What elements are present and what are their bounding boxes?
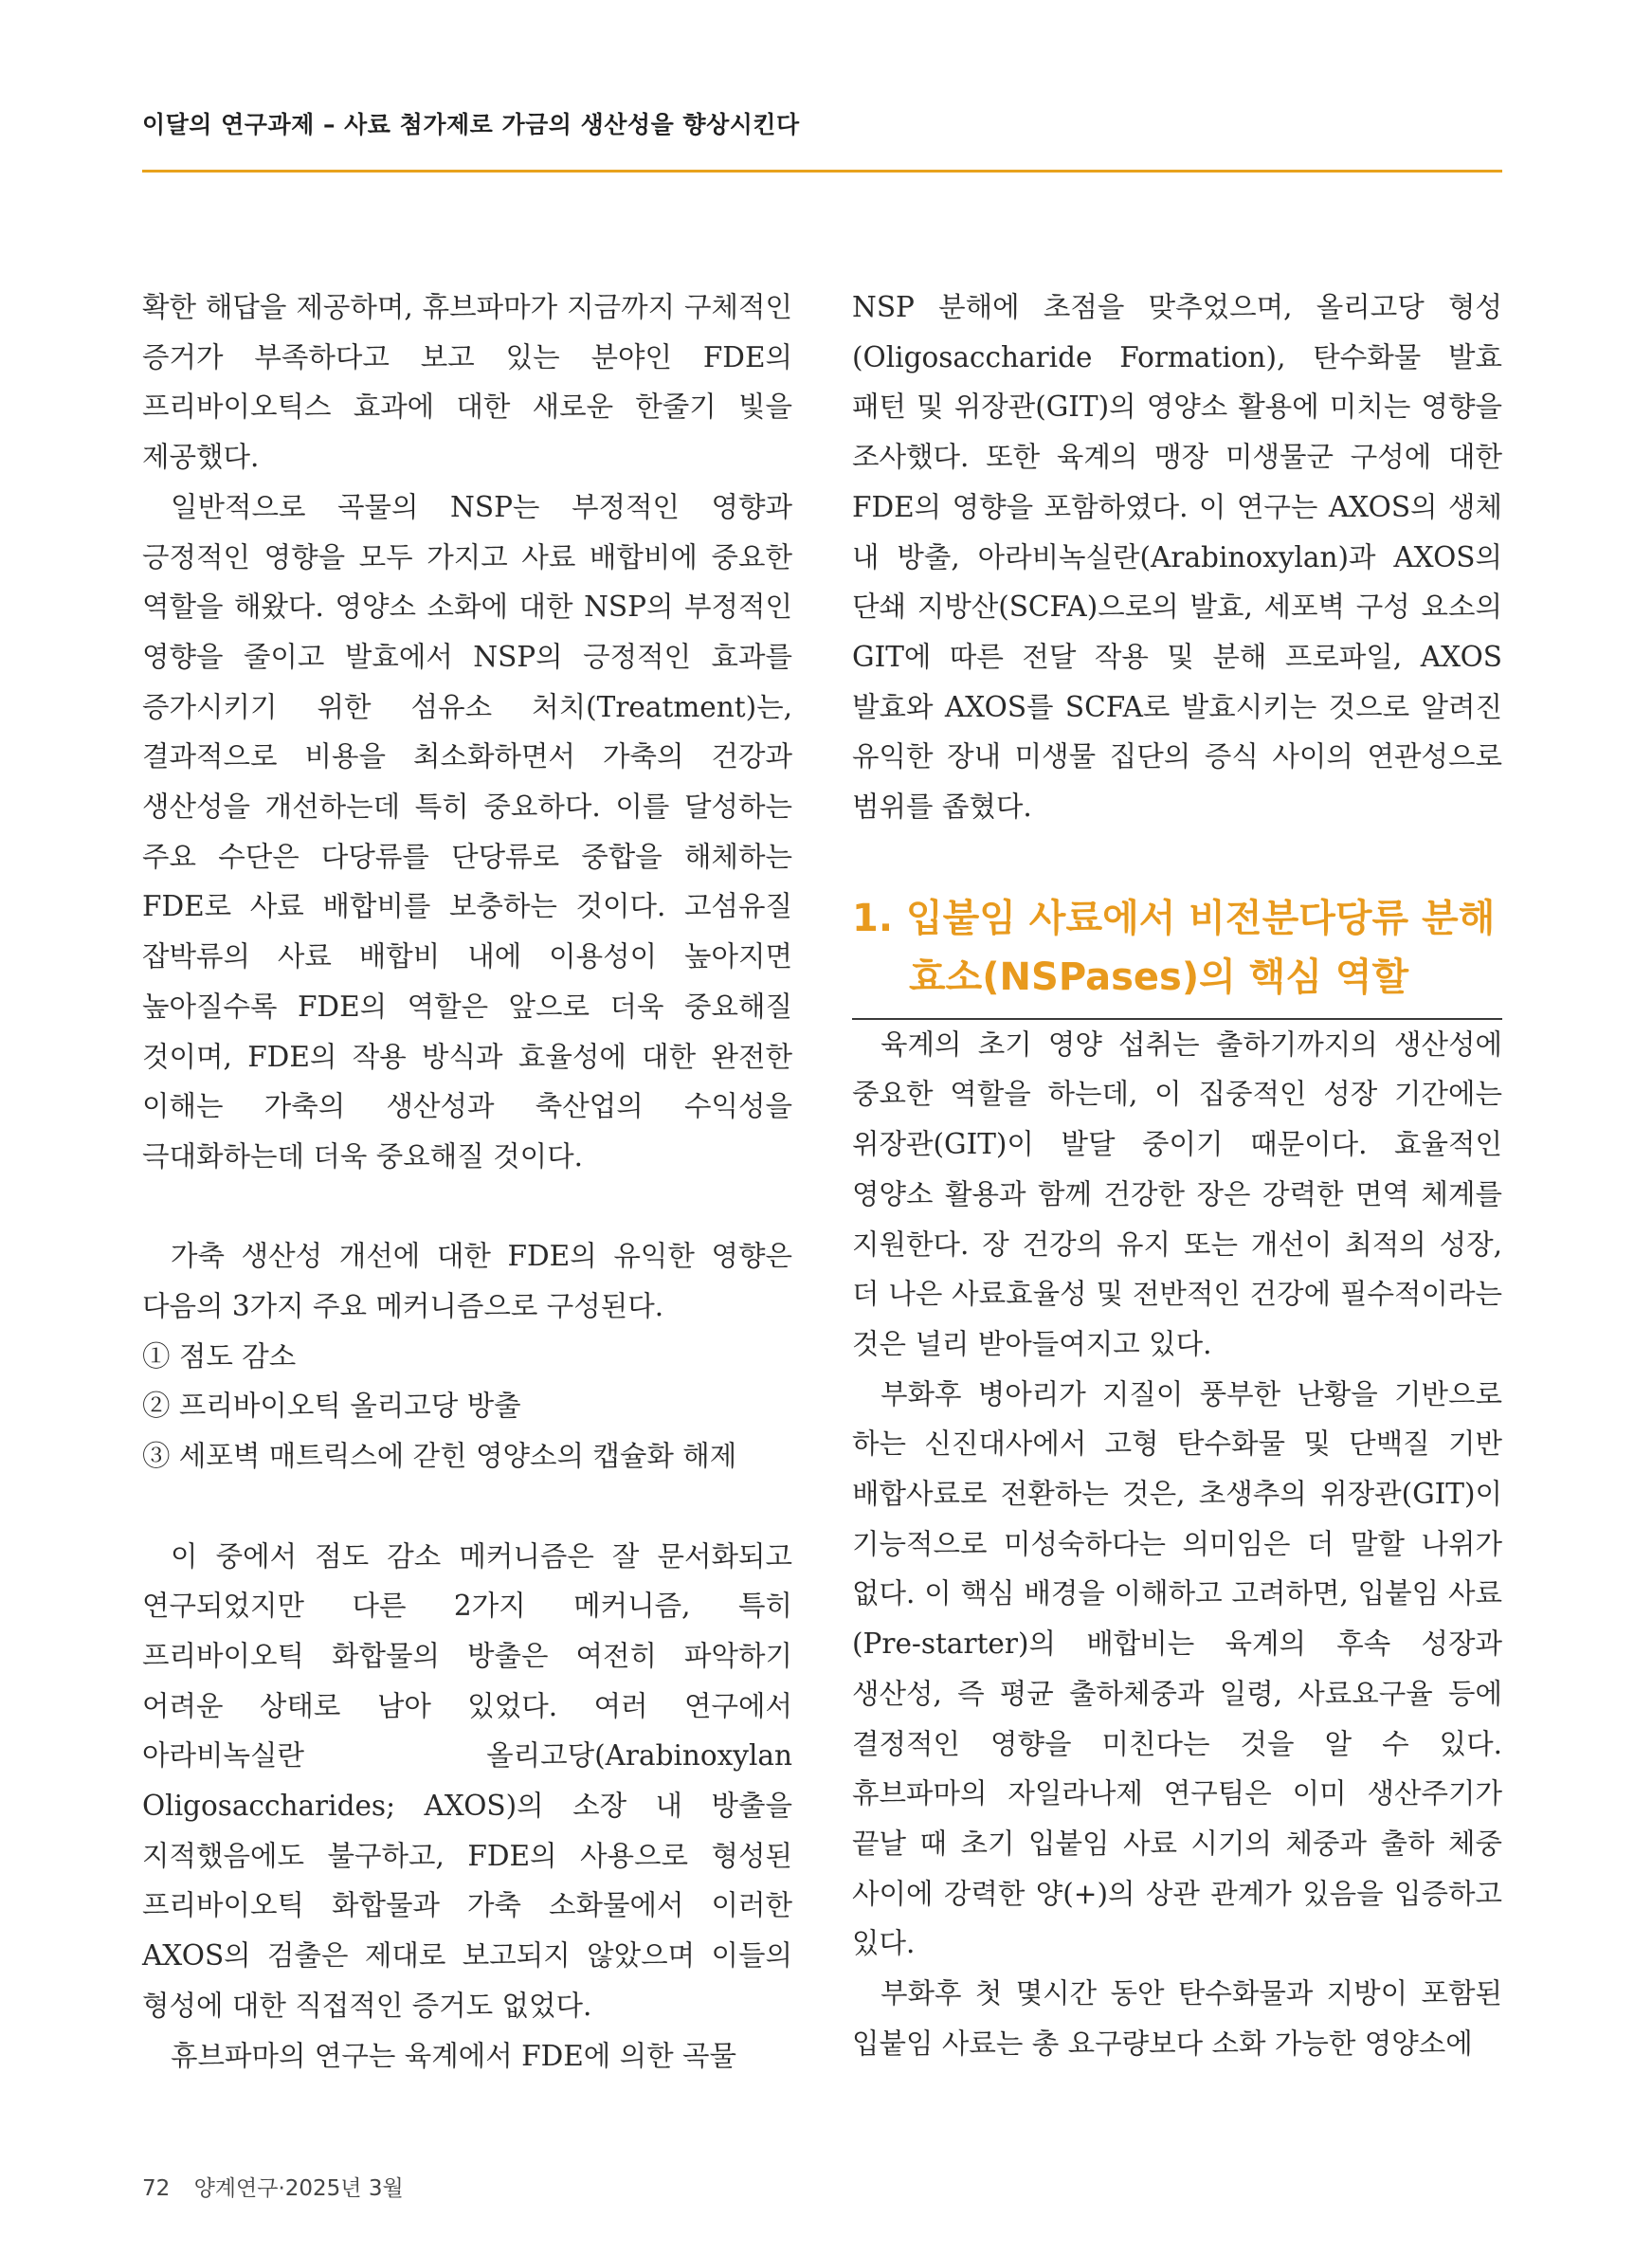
right-paragraph-2: 육계의 초기 영양 섭취는 출하기까지의 생산성에 중요한 역할을 하는데, 이 집중적인 성장 기간에는 위장관(GIT)이 발달 중이기 때문이다. 효율적인 영양소 활용과 함께 건강한 장은 강력한 면역 체계를 지원한다. 장 건강의 유지 또는 개선이 최적의 성장, 더 나은 사료효율성 및 전반적인 건강에 필수적이라는 것은 널리 받아들여지고 있다.: [852, 1027, 1502, 1360]
publication-info: 양계연구·2025년 3월: [193, 2176, 404, 2201]
section-heading: 1. 입붙임 사료에서 비전분다당류 분해 효소(NSPases)의 핵심 역할: [852, 889, 1502, 1020]
left-paragraph-5: 휴브파마의 연구는 육계에서 FDE에 의한 곡물: [171, 2039, 736, 2072]
header-rule: [142, 170, 1502, 173]
page-footer: [142, 2171, 404, 2202]
left-paragraph-4: 이 중에서 점도 감소 메커니즘은 잘 문서화되고 연구되었지만 다른 2가지 메커니즘, 특히 프리바이오틱 화합물의 방출은 여전히 파악하기 어려운 상태로 남아 있었다. 여러 연구에서 아라비녹실란 올리고당(Arabinoxylan Oligosaccharides; AXOS)의 소장 내 방출을 지적했음에도 불구하고, FDE의 사용으로 형성된 프리바이오틱 화합물과 가축 소화물에서 이러한 AXOS의 검출은 제대로 보고되지 않았으며 이들의 형성에 대한 직접적인 증거도 없었다.: [142, 1539, 792, 2022]
left-paragraph-3: 가축 생산성 개선에 대한 FDE의 유익한 영향은 다음의 3가지 주요 메커니즘으로 구성된다.: [142, 1240, 792, 1323]
right-column: [852, 282, 1502, 2069]
right-paragraph-1: NSP 분해에 초점을 맞추었으며, 올리고당 형성(Oligosaccharide Formation), 탄수화물 발효 패턴 및 위장관(GIT)의 영양소 활용에 미치는 영향을 조사했다. 또한 육계의 맹장 미생물군 구성에 대한 FDE의 영향을 포함하였다. 이 연구는 AXOS의 생체 내 방출, 아라비녹실란(Arabinoxylan)과 AXOS의 단쇄 지방산(SCFA)으로의 발효, 세포벽 구성 요소의 GIT에 따른 전달 작용 및 분해 프로파일, AXOS 발효와 AXOS를 SCFA로 발효시키는 것으로 알려진 유익한 장내 미생물 집단의 증식 사이의 연관성으로 범위를 좁혔다.: [852, 291, 1502, 824]
page-number: 72: [142, 2176, 171, 2201]
right-paragraph-3: 부화후 병아리가 지질이 풍부한 난황을 기반으로 하는 신진대사에서 고형 탄수화물 및 단백질 기반 배합사료로 전환하는 것은, 초생추의 위장관(GIT)이 기능적으로 미성숙하다는 의미임은 더 말할 나위가 없다. 이 핵심 배경을 이해하고 고려하면, 입붙임 사료(Pre-starter)의 배합비는 육계의 후속 성장과 생산성, 즉 평균 출하체중과 일령, 사료요구율 등에 결정적인 영향을 미친다는 것을 알 수 있다. 휴브파마의 자일라나제 연구팀은 이미 생산주기가 끝날 때 초기 입붙임 사료 시기의 체중과 출하 체중 사이에 강력한 양(+)의 상관 관계가 있음을 입증하고 있다.: [852, 1377, 1502, 1960]
left-paragraph-1: 확한 해답을 제공하며, 휴브파마가 지금까지 구체적인 증거가 부족하다고 보고 있는 분야인 FDE의 프리바이오틱스 효과에 대한 새로운 한줄기 빛을 제공했다.: [142, 291, 792, 474]
mechanism-list-item: ① 점도 감소: [142, 1339, 297, 1373]
running-header: 이달의 연구과제 – 사료 첨가제로 가금의 생산성을 향상시킨다: [142, 111, 800, 138]
right-paragraph-4: 부화후 첫 몇시간 동안 탄수화물과 지방이 포함된 입붙임 사료는 총 요구량보다 소화 가능한 영양소에: [852, 1977, 1502, 2060]
mechanism-list-item: ② 프리바이오틱 올리고당 방출: [142, 1390, 521, 1423]
left-paragraph-2: 일반적으로 곡물의 NSP는 부정적인 영향과 긍정적인 영향을 모두 가지고 사료 배합비에 중요한 역할을 해왔다. 영양소 소화에 대한 NSP의 부정적인 영향을 줄이고 발효에서 NSP의 긍정적인 효과를 증가시키기 위한 섬유소 처치(Treatment)는, 결과적으로 비용을 최소화하면서 가축의 건강과 생산성을 개선하는데 특히 중요하다. 이를 달성하는 주요 수단은 다당류를 단당류로 중합을 해체하는 FDE로 사료 배합비를 보충하는 것이다. 고섬유질 잡박류의 사료 배합비 내에 이용성이 높아지면 높아질수록 FDE의 역할은 앞으로 더욱 중요해질 것이며, FDE의 작용 방식과 효율성에 대한 완전한 이해는 가축의 생산성과 축산업의 수익성을 극대화하는데 더욱 중요해질 것이다.: [142, 490, 792, 1173]
left-column: [142, 282, 792, 2081]
mechanism-list-item: ③ 세포벽 매트릭스에 갇힌 영양소의 캡슐화 해제: [142, 1440, 737, 1473]
